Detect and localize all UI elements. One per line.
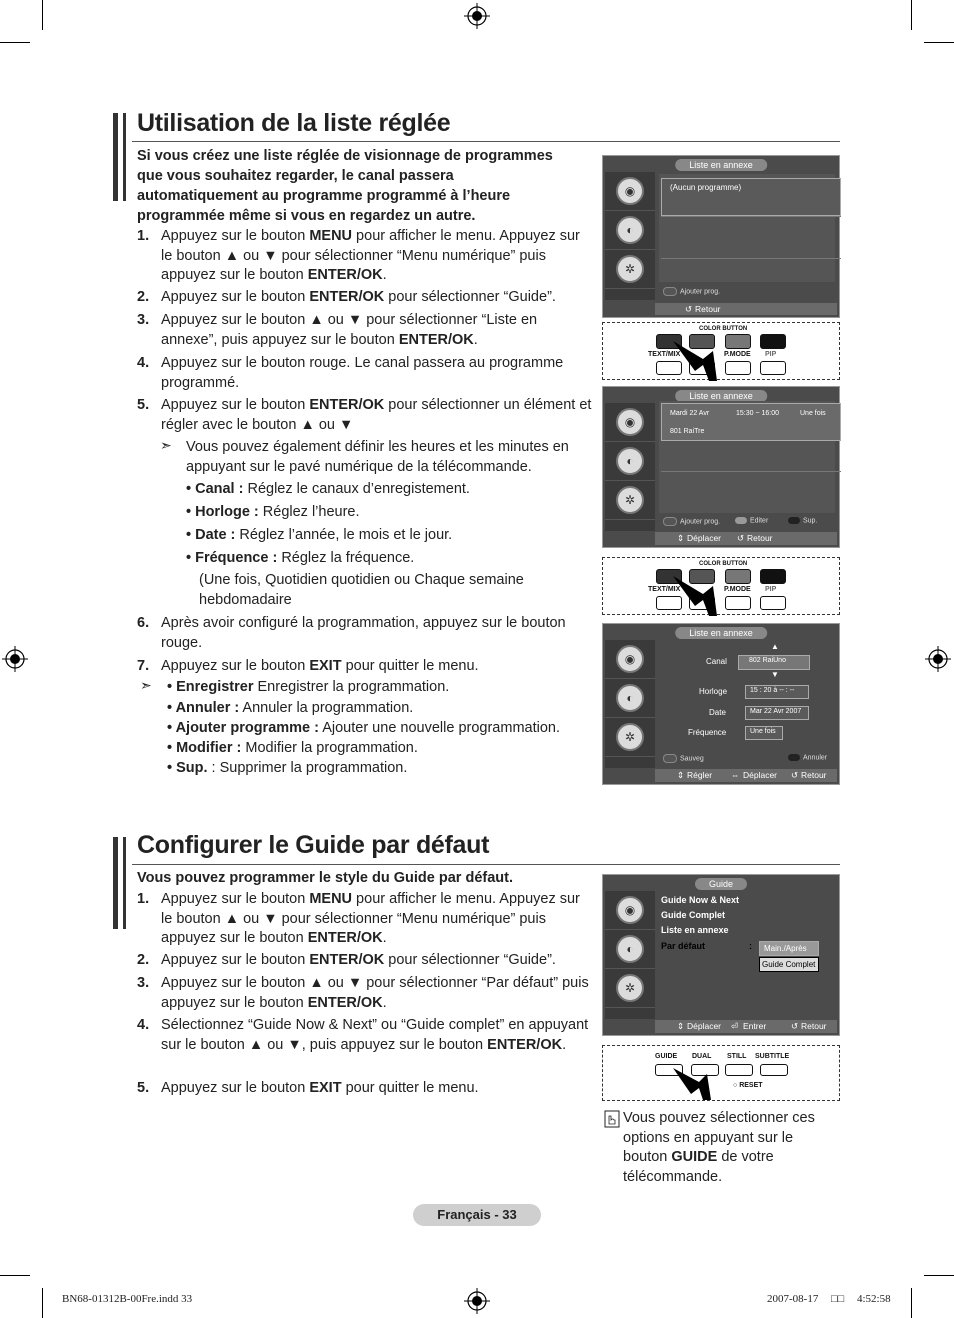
leftright-icon: ⇔ xyxy=(731,770,740,780)
antenna-icon: ◉ xyxy=(616,177,644,205)
frequency-field[interactable]: Une fois xyxy=(745,726,783,740)
osd-hint: Sup. xyxy=(788,517,817,524)
step-item xyxy=(137,951,592,971)
remote-guide-buttons: GUIDE DUAL STILL SUBTITLE ○ RESET xyxy=(602,1045,840,1101)
print-date: 2007-08-17 xyxy=(767,1293,819,1305)
bullet-item: • Horloge : Réglez l’heure. xyxy=(186,504,360,520)
page-number: Français - 33 xyxy=(413,1204,541,1226)
step-number: 1. xyxy=(137,891,150,907)
up-arrow-icon: ▲ xyxy=(771,642,779,651)
title-rule xyxy=(132,141,840,142)
registration-mark-icon xyxy=(925,646,951,672)
enter-icon: ⏎ xyxy=(731,1021,739,1031)
step-body xyxy=(161,1079,592,1099)
step-text: Appuyez sur le bouton xyxy=(161,397,310,413)
osd-hint: Ajouter prog. xyxy=(663,287,720,296)
remote-color-buttons: COLOR BUTTON TEXT/MIX P.MODE PIP xyxy=(602,557,840,615)
step-number: 3. xyxy=(137,312,150,328)
osd-hint: Ajouter prog. xyxy=(663,517,720,526)
crop-mark xyxy=(924,42,954,43)
osd-footer: ⇕ Régler ⇔ Déplacer ↺ Retour xyxy=(655,769,837,782)
setup-icon: ✲ xyxy=(616,974,644,1002)
osd-footer: ↺ Retour xyxy=(655,303,837,315)
step-text: pour sélectionner “Guide”. xyxy=(384,289,556,305)
osd-sidebar xyxy=(605,640,655,768)
press-arrow-icon xyxy=(673,331,733,381)
section1-title: Utilisation de la liste réglée xyxy=(137,109,451,137)
section-bar xyxy=(123,113,126,201)
step-number: 4. xyxy=(137,1017,150,1033)
key-name: ENTER/OK xyxy=(307,930,383,946)
press-arrow-icon xyxy=(673,1060,723,1102)
osd-schedule-edit: Liste en annexe ◉ ◐ ✲ ▲ Canal 802 RaiUno ▼ Horloge 15 : 20 à -- : -- Date Mar 22 Avr 2007 Fréquence Une fois Sauveg Annuler ⇕ Régler ⇔ Déplacer ↺ Retour xyxy=(602,623,840,785)
step-text: . xyxy=(382,930,387,946)
osd-footer: ⇕ Déplacer ↺ Retour xyxy=(655,532,837,545)
blue-button[interactable] xyxy=(760,334,786,349)
osd-entry[interactable]: (Aucun programme) xyxy=(661,178,841,216)
step-text: pour afficher le menu. Appuyez sur le bouton ▲ ou ▼ pour sélectionner “Menu numérique” puis appuyez sur le bouton xyxy=(161,228,580,283)
sound-icon: ◐ xyxy=(616,447,644,475)
down-arrow-icon: ▼ xyxy=(771,670,779,679)
step-text: Appuyez sur le bouton xyxy=(161,289,310,305)
bullet-item: • Ajouter programme : Ajouter une nouvelle programmation. xyxy=(167,720,560,736)
step5-note: Vous pouvez également définir les heures et les minutes en appuyant sur le pavé numérique de la télécommande. xyxy=(186,439,569,475)
press-arrow-icon xyxy=(673,566,733,616)
subtitle-button[interactable] xyxy=(760,1064,788,1076)
frequency-note: (Une fois, Quotidien quotidien ou Chaque semaine hebdomadaire xyxy=(199,572,524,608)
step-body xyxy=(161,227,592,286)
guide-schedule-list[interactable]: Liste en annexe xyxy=(661,925,729,935)
step-body xyxy=(161,288,592,308)
step-text: Appuyez sur le bouton xyxy=(161,228,310,244)
pip-button[interactable] xyxy=(760,596,786,610)
osd-title: Liste en annexe xyxy=(675,627,767,639)
step-text: Appuyez sur le bouton xyxy=(161,952,310,968)
section-bar xyxy=(113,837,118,929)
step-item xyxy=(137,1016,592,1055)
blue-button[interactable] xyxy=(760,569,786,584)
osd-sidebar xyxy=(605,172,655,300)
step-text: pour sélectionner “Guide”. xyxy=(384,952,556,968)
step-item xyxy=(137,396,592,435)
step-body xyxy=(161,657,592,677)
step-body xyxy=(161,974,592,1013)
guide-default[interactable]: Par défaut xyxy=(661,941,706,951)
step-text: Après avoir configuré la programmation, appuyez sur le bouton rouge. xyxy=(161,615,566,651)
antenna-icon: ◉ xyxy=(616,645,644,673)
step-item xyxy=(137,974,592,1013)
step-text: Appuyez sur le bouton xyxy=(161,1080,310,1096)
step-number: 3. xyxy=(137,975,150,991)
key-name: EXIT xyxy=(309,1080,342,1096)
step-number: 6. xyxy=(137,615,150,631)
key-name: MENU xyxy=(309,891,353,907)
bullet-item: • Canal : Réglez le canaux d’enregistement. xyxy=(186,481,470,497)
osd-hint: Editer xyxy=(735,517,768,524)
section-bar xyxy=(123,837,126,929)
registration-mark-icon xyxy=(2,646,28,672)
section2-intro: Vous pouvez programmer le style du Guide par défaut. xyxy=(137,870,514,886)
osd-sidebar xyxy=(605,891,655,1019)
crop-mark xyxy=(42,1288,43,1318)
step-text: Appuyez sur le bouton xyxy=(161,658,310,674)
return-icon: ↺ xyxy=(685,304,693,314)
crop-mark xyxy=(911,1288,912,1318)
osd-schedule-empty xyxy=(602,155,840,318)
option-now-next[interactable]: Main./Après xyxy=(759,941,819,956)
pip-button[interactable] xyxy=(760,361,786,375)
file-name: BN68-01312B-00Fre.indd 33 xyxy=(62,1293,193,1305)
title-rule xyxy=(132,864,840,865)
step-text: Appuyez sur le bouton rouge. Le canal passera au programme programmé. xyxy=(161,355,564,391)
note-hand-icon xyxy=(604,1110,620,1128)
step-text: pour quitter le menu. xyxy=(341,1080,479,1096)
osd-title: Liste en annexe xyxy=(675,390,767,402)
bullet-item: • Enregistrer Enregistrer la programmation. xyxy=(167,679,450,695)
return-icon: ↺ xyxy=(791,770,799,780)
step-item xyxy=(137,311,592,350)
section1-intro: Si vous créez une liste réglée de visionnage de programmes que vous souhaitez regarder, le canal passera automatiquement au programme programmé à l’heure programmée même si vous en regardez un autre. xyxy=(137,148,553,224)
guide-now-next[interactable]: Guide Now & Next xyxy=(661,895,740,905)
step-body xyxy=(161,1016,592,1055)
step-body xyxy=(161,396,592,435)
step-item xyxy=(137,354,592,393)
antenna-icon: ◉ xyxy=(616,408,644,436)
return-icon: ↺ xyxy=(791,1021,799,1031)
setup-icon: ✲ xyxy=(616,723,644,751)
key-name: ENTER/OK xyxy=(487,1036,563,1053)
print-boxes: □□ xyxy=(831,1293,845,1305)
osd-title: Guide xyxy=(695,878,747,890)
antenna-icon: ◉ xyxy=(616,896,644,924)
note-arrow-icon: ➣ xyxy=(140,677,152,693)
step-item xyxy=(137,657,592,677)
key-name: EXIT xyxy=(309,658,342,674)
step-number: 5. xyxy=(137,397,150,413)
step-text: . xyxy=(562,1036,567,1053)
bullet-item: • Annuler : Annuler la programmation. xyxy=(167,700,414,716)
osd-list xyxy=(659,401,835,513)
step-text: . xyxy=(382,267,387,283)
key-name: ENTER/OK xyxy=(398,331,474,348)
key-name: ENTER/OK xyxy=(307,267,383,283)
channel-field[interactable]: 802 RaiUno xyxy=(738,655,810,670)
section-bar xyxy=(113,113,118,201)
step-number: 2. xyxy=(137,289,150,305)
key-name: MENU xyxy=(309,228,353,244)
osd-entry[interactable]: Mardi 22 Avr 15:30 ~ 16:00 Une fois 801 RaiTre xyxy=(661,403,841,441)
return-icon: ↺ xyxy=(737,533,745,543)
setup-icon: ✲ xyxy=(616,255,644,283)
step-item xyxy=(137,288,592,308)
guide-complete[interactable]: Guide Complet xyxy=(661,910,726,920)
clock-field[interactable]: 15 : 20 à -- : -- xyxy=(745,685,809,699)
crop-mark xyxy=(0,1275,30,1276)
key-name: ENTER/OK xyxy=(309,289,385,305)
still-button[interactable] xyxy=(725,1064,753,1076)
bullet-item: • Sup. : Supprimer la programmation. xyxy=(167,760,408,776)
step-text: pour quitter le menu. xyxy=(341,658,479,674)
osd-schedule-list xyxy=(602,386,840,548)
step-text: . xyxy=(382,994,387,1011)
section2-title: Configurer le Guide par défaut xyxy=(137,831,490,859)
osd-list xyxy=(659,174,835,282)
remote-color-buttons: COLOR BUTTON TEXT/MIX P.MODE PIP xyxy=(602,322,840,380)
step-item xyxy=(137,614,592,653)
step-number: 7. xyxy=(137,658,150,674)
sound-icon: ◐ xyxy=(616,684,644,712)
updown-icon: ⇕ xyxy=(677,770,685,780)
key-name: ENTER/OK xyxy=(307,994,383,1011)
date-field[interactable]: Mar 22 Avr 2007 xyxy=(745,706,809,720)
step-number: 1. xyxy=(137,228,150,244)
step-item xyxy=(137,890,592,949)
step-text: Sélectionnez “Guide Now & Next” ou “Guide complet” en appuyant sur le bouton ▲ ou ▼, puis appuyez sur le bouton xyxy=(161,1017,589,1053)
step-body xyxy=(161,311,592,350)
crop-mark xyxy=(42,0,43,30)
step-text: pour afficher le menu. Appuyez sur le bouton ▲ ou ▼ pour sélectionner “Menu numérique” puis appuyez sur le bouton xyxy=(161,891,580,946)
osd-title: Liste en annexe xyxy=(675,159,767,171)
sound-icon: ◐ xyxy=(616,935,644,963)
registration-mark-icon xyxy=(464,3,490,29)
osd-guide-default: Guide ◉ ◐ ✲ Guide Now & Next Guide Complet Liste en annexe Par défaut : Main./Après Guide Complet ⇕ Déplacer ⏎ Entrer ↺ Retour xyxy=(602,874,840,1036)
note-arrow-icon: ➣ xyxy=(160,437,172,453)
step-body xyxy=(161,614,592,653)
setup-icon: ✲ xyxy=(616,486,644,514)
updown-icon: ⇕ xyxy=(677,1021,685,1031)
osd-hint: Annuler xyxy=(788,754,827,761)
bullet-item: • Modifier : Modifier la programmation. xyxy=(167,740,418,756)
step-item xyxy=(137,227,592,286)
step-body xyxy=(161,890,592,949)
key-name: ENTER/OK xyxy=(309,397,385,413)
guide-tip: Vous pouvez sélectionner ces options en appuyant sur le bouton GUIDE de votre télécommande. xyxy=(623,1110,815,1185)
osd-footer: ⇕ Déplacer ⏎ Entrer ↺ Retour xyxy=(655,1020,837,1033)
bullet-item: • Fréquence : Réglez la fréquence. xyxy=(186,550,415,566)
sound-icon: ◐ xyxy=(616,216,644,244)
registration-mark-icon xyxy=(464,1288,490,1314)
step-number: 5. xyxy=(137,1080,150,1096)
reset-button[interactable]: ○ RESET xyxy=(733,1082,763,1089)
step-body xyxy=(161,951,592,971)
step-text: Appuyez sur le bouton ▲ ou ▼ pour sélectionner “Liste en annexe”, puis appuyez sur le bouton xyxy=(161,312,538,348)
step-text: pour sélectionner un élément et régler avec le bouton ▲ ou ▼ xyxy=(161,397,592,433)
step-text: Appuyez sur le bouton ▲ ou ▼ pour sélectionner “Par défaut” puis appuyez sur le bouton xyxy=(161,975,589,1011)
print-time: 4:52:58 xyxy=(857,1293,891,1305)
crop-mark xyxy=(924,1275,954,1276)
option-complete[interactable]: Guide Complet xyxy=(759,957,819,972)
updown-icon: ⇕ xyxy=(677,533,685,543)
bullet-item: • Date : Réglez l’année, le mois et le jour. xyxy=(186,527,453,543)
crop-mark xyxy=(911,0,912,30)
step-number: 2. xyxy=(137,952,150,968)
crop-mark xyxy=(0,42,30,43)
osd-sidebar xyxy=(605,403,655,531)
key-name: ENTER/OK xyxy=(309,952,385,968)
step-body xyxy=(161,354,592,393)
osd-hint: Sauveg xyxy=(663,754,704,763)
step-text: . xyxy=(473,331,478,348)
step-number: 4. xyxy=(137,355,150,371)
step-item xyxy=(137,1079,592,1099)
step-text: Appuyez sur le bouton xyxy=(161,891,310,907)
